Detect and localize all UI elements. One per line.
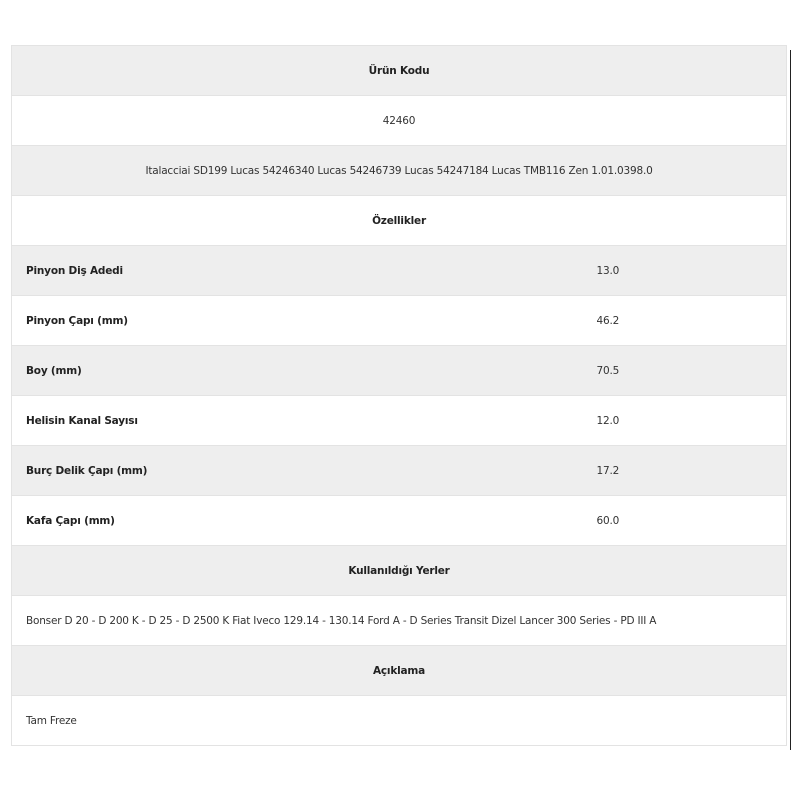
table-row <box>12 396 787 446</box>
feature-label: Pinyon Çapı (mm) <box>12 296 597 346</box>
features-header: Özellikler <box>12 196 787 246</box>
feature-value: 70.5 <box>597 346 787 396</box>
feature-label: Pinyon Diş Adedi <box>12 246 597 296</box>
product-code-header: Ürün Kodu <box>12 46 787 96</box>
usage-text-row <box>12 596 787 646</box>
product-spec-table <box>11 45 787 746</box>
feature-label: Helisin Kanal Sayısı <box>12 396 597 446</box>
description-header: Açıklama <box>12 646 787 696</box>
table-row <box>12 246 787 296</box>
features-header-row <box>12 196 787 246</box>
feature-value: 60.0 <box>597 496 787 546</box>
feature-value: 46.2 <box>597 296 787 346</box>
cross-reference-row <box>12 146 787 196</box>
feature-value: 17.2 <box>597 446 787 496</box>
feature-label: Kafa Çapı (mm) <box>12 496 597 546</box>
feature-value: 13.0 <box>597 246 787 296</box>
description-text: Tam Freze <box>12 696 787 746</box>
table-row <box>12 446 787 496</box>
feature-label: Burç Delik Çapı (mm) <box>12 446 597 496</box>
usage-header: Kullanıldığı Yerler <box>12 546 787 596</box>
product-code-header-row <box>12 46 787 96</box>
table-row <box>12 346 787 396</box>
table-row <box>12 296 787 346</box>
usage-text: Bonser D 20 - D 200 K - D 25 - D 2500 K Fiat Iveco 129.14 - 130.14 Ford A - D Series Transit Dizel Lancer 300 Series - PD III A <box>12 596 787 646</box>
feature-value: 12.0 <box>597 396 787 446</box>
product-code-value-row <box>12 96 787 146</box>
description-text-row <box>12 696 787 746</box>
window-edge-line <box>790 50 791 750</box>
product-code-value: 42460 <box>12 96 787 146</box>
feature-label: Boy (mm) <box>12 346 597 396</box>
description-header-row <box>12 646 787 696</box>
cross-reference-text: Italacciai SD199 Lucas 54246340 Lucas 54246739 Lucas 54247184 Lucas TMB116 Zen 1.01.0398.0 <box>12 146 787 196</box>
table-row <box>12 496 787 546</box>
usage-header-row <box>12 546 787 596</box>
